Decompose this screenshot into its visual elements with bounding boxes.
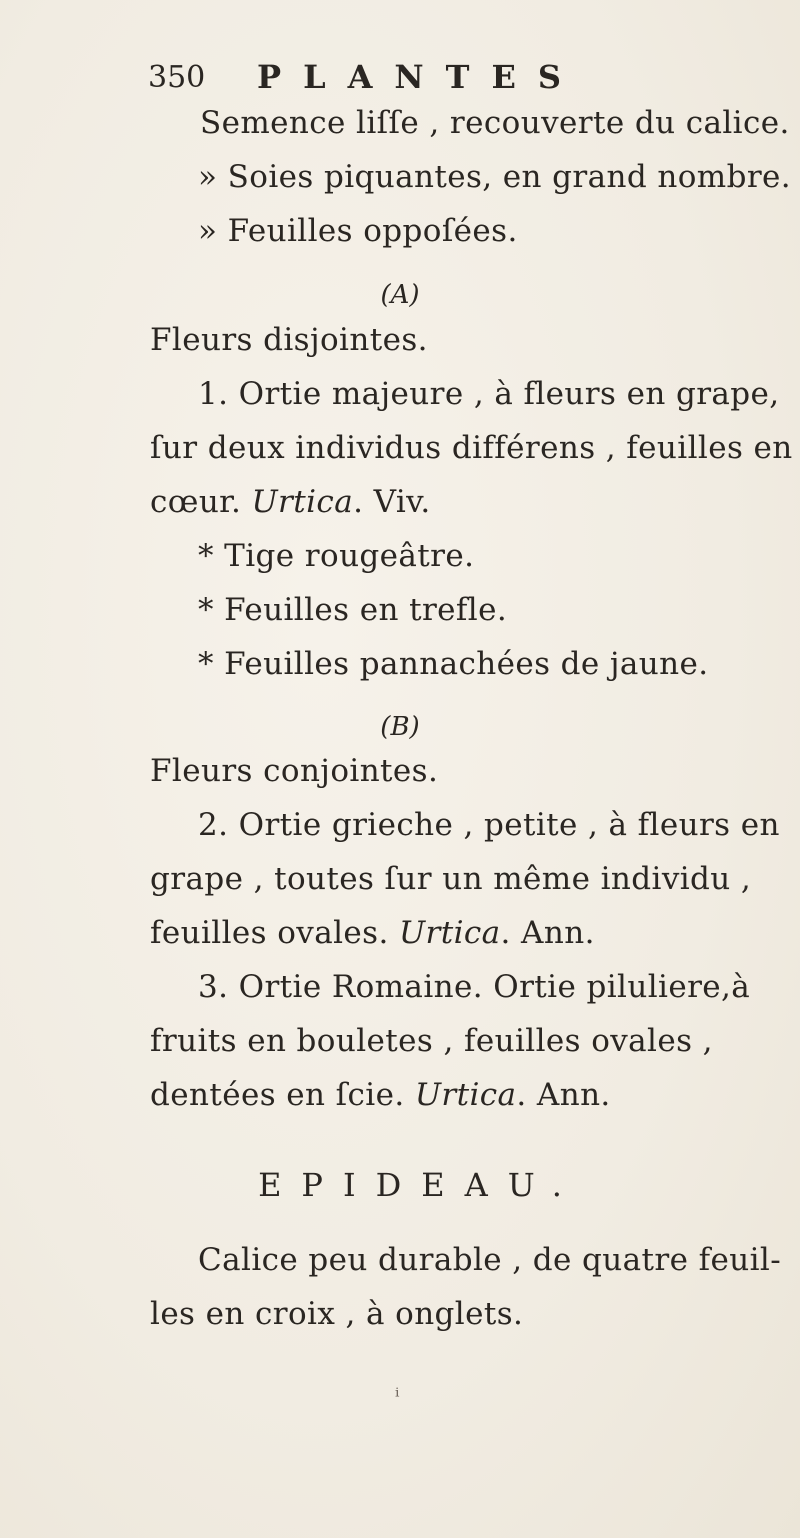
- text-run: dentées en ſcie.: [150, 1077, 415, 1113]
- text-line: [150, 484, 431, 520]
- entry-ortie-grieche: 2. Ortie grieche , petite , à fleurs en: [198, 807, 780, 843]
- text-run: . Viv.: [353, 484, 431, 520]
- text-line: les en croix , à onglets.: [150, 1296, 524, 1332]
- text-run: . Ann.: [500, 915, 595, 951]
- entry-ortie-romaine: 3. Ortie Romaine. Ortie piluliere,à: [198, 969, 751, 1005]
- subsection-marker-b: (B): [380, 712, 420, 742]
- text-line: fruits en bouletes , feuilles ovales ,: [150, 1023, 713, 1059]
- text-line: » Feuilles oppoſées.: [198, 213, 518, 249]
- text-line: Fleurs conjointes.: [150, 753, 439, 789]
- text-run: . Ann.: [516, 1077, 611, 1113]
- text-line: » Soies piquantes, en grand nombre.: [198, 159, 792, 195]
- text-line: Fleurs disjointes.: [150, 322, 428, 358]
- text-run: feuilles ovales.: [150, 915, 399, 951]
- section-heading-epideau: EPIDEAU.: [258, 1166, 582, 1204]
- text-line: [150, 1077, 611, 1113]
- latin-genus: Urtica: [398, 915, 501, 951]
- subsection-marker-a: (A): [380, 280, 420, 310]
- text-line: ſur deux individus différens , feuilles en: [150, 430, 793, 466]
- ink-mark-decoration: ⁱ: [395, 1385, 400, 1410]
- latin-genus: Urtica: [414, 1077, 517, 1113]
- text-line: grape , toutes ſur un même individu ,: [150, 861, 752, 897]
- text-line: Calice peu durable , de quatre feuil-: [198, 1242, 782, 1278]
- running-title: PLANTES: [257, 58, 583, 96]
- variety-line: * Tige rougeâtre.: [198, 538, 475, 574]
- text-run: cœur.: [150, 484, 252, 520]
- entry-ortie-majeure: 1. Ortie majeure , à fleurs en grape,: [198, 376, 780, 412]
- latin-genus: Urtica: [251, 484, 354, 520]
- variety-line: * Feuilles pannachées de jaune.: [198, 646, 709, 682]
- variety-line: * Feuilles en trefle.: [198, 592, 508, 628]
- text-line: Semence liſſe , recouverte du calice.: [200, 105, 790, 141]
- text-line: [150, 915, 595, 951]
- page-number: 350: [148, 60, 206, 95]
